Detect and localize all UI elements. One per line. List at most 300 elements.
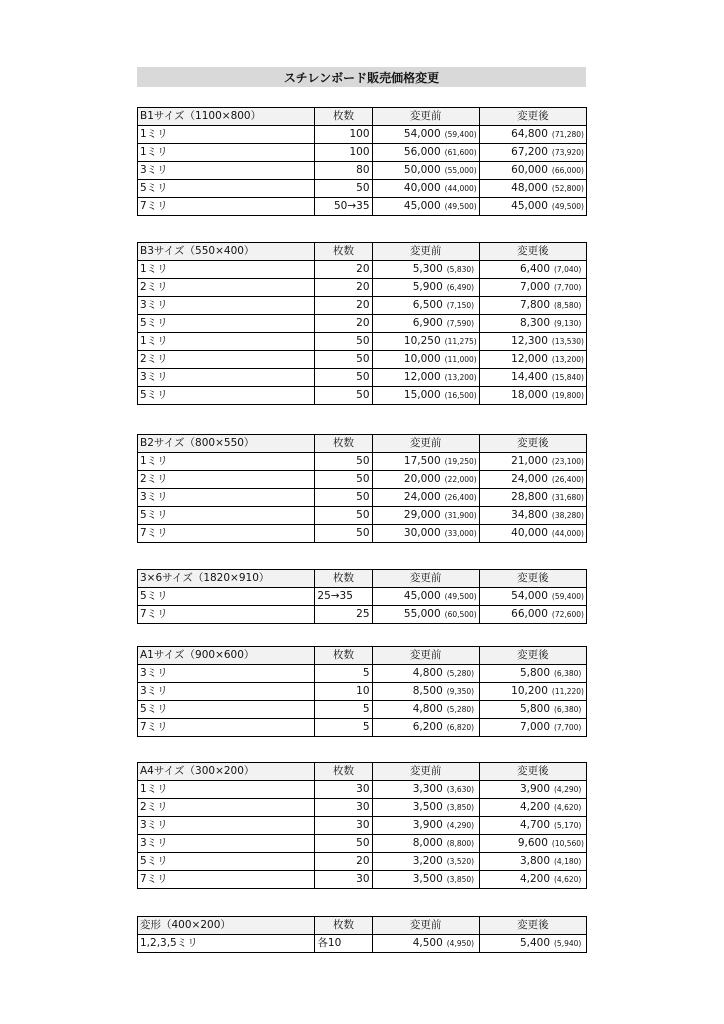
price-before-tax: (6,820) [446,723,475,732]
qty-header: 枚数 [315,763,372,781]
price-before-value: 29,000 [403,509,441,521]
price-before-value: 55,000 [403,608,441,620]
price-after-value: 45,000 [511,200,548,212]
qty-header: 枚数 [315,435,372,453]
price-before-tax: (26,400) [444,493,477,502]
price-after [479,144,586,162]
table-row [138,781,587,799]
quantity: 5 [315,665,372,683]
size-label: A4サイズ（300×200） [138,763,315,781]
price-after [479,198,586,216]
table-row [138,507,587,525]
qty-header: 枚数 [315,570,372,588]
thickness: 2ミリ [138,279,315,297]
after-header: 変更後 [479,647,586,665]
quantity: 10 [315,683,372,701]
thickness: 5ミリ [138,507,315,525]
price-after [479,315,586,333]
price-after [479,719,586,737]
price-after-value: 12,000 [511,353,548,365]
price-before [372,144,479,162]
price-before [372,162,479,180]
thickness: 5ミリ [138,180,315,198]
price-after [479,180,586,198]
price-after [479,507,586,525]
table-row [138,333,587,351]
table-header-row [138,917,587,935]
quantity: 20 [315,279,372,297]
before-header: 変更前 [372,243,479,261]
price-after [479,683,586,701]
price-after-value: 34,800 [511,509,548,521]
price-before [372,351,479,369]
size-label: A1サイズ（900×600） [138,647,315,665]
price-before-tax: (11,275) [444,337,477,346]
price-after-value: 12,300 [511,335,548,347]
price-before-value: 3,500 [412,801,443,813]
price-after [479,525,586,543]
table-row [138,162,587,180]
price-before-tax: (13,200) [444,373,477,382]
table-row [138,453,587,471]
price-before-value: 15,000 [403,389,441,401]
price-before-value: 24,000 [403,491,441,503]
price-after-value: 9,600 [517,837,548,849]
table-header-row [138,763,587,781]
thickness: 3ミリ [138,297,315,315]
price-before [372,781,479,799]
price-after-tax: (6,380) [554,705,582,714]
price-after-value: 28,800 [511,491,548,503]
price-after-tax: (15,840) [551,373,584,382]
price-before-value: 20,000 [403,473,441,485]
price-before-value: 8,500 [412,685,443,697]
table-header-row [138,570,587,588]
table-row [138,279,587,297]
price-before-tax: (49,500) [444,202,477,211]
price-before-value: 8,000 [412,837,443,849]
price-before [372,387,479,405]
price-before [372,333,479,351]
price-before-value: 3,900 [412,819,443,831]
thickness: 7ミリ [138,606,315,624]
quantity: 30 [315,817,372,835]
price-table-b2 [137,434,587,543]
price-after-value: 67,200 [511,146,548,158]
size-label: B1サイズ（1100×800） [138,108,315,126]
price-after-value: 7,800 [519,299,550,311]
after-header: 変更後 [479,763,586,781]
price-after-tax: (49,500) [551,202,584,211]
thickness: 7ミリ [138,525,315,543]
table-row [138,369,587,387]
price-before [372,525,479,543]
price-before [372,315,479,333]
table-row [138,799,587,817]
price-after [479,453,586,471]
price-after [479,781,586,799]
price-after-tax: (4,290) [554,785,582,794]
thickness: 1ミリ [138,781,315,799]
before-header: 変更前 [372,647,479,665]
price-before-value: 56,000 [403,146,441,158]
price-before-value: 6,200 [412,721,443,733]
thickness: 3ミリ [138,162,315,180]
price-before-tax: (6,490) [446,283,475,292]
price-after-value: 5,400 [519,937,550,949]
price-before-value: 17,500 [403,455,441,467]
size-label: 変形（400×200） [138,917,315,935]
price-before-value: 54,000 [403,128,441,140]
before-header: 変更前 [372,108,479,126]
price-before [372,471,479,489]
price-before-tax: (4,290) [446,821,475,830]
price-before-value: 45,000 [403,590,441,602]
price-after-tax: (23,100) [551,457,584,466]
table-row [138,144,587,162]
after-header: 変更後 [479,570,586,588]
price-before-value: 40,000 [403,182,441,194]
price-after [479,871,586,889]
before-header: 変更前 [372,917,479,935]
price-after-tax: (4,180) [554,857,582,866]
price-before-tax: (3,850) [446,875,475,884]
price-before-tax: (3,850) [446,803,475,812]
thickness: 5ミリ [138,387,315,405]
table-row [138,297,587,315]
table-row [138,489,587,507]
table-row [138,261,587,279]
quantity: 30 [315,871,372,889]
quantity: 50 [315,369,372,387]
price-before-value: 10,250 [403,335,441,347]
price-table-a4 [137,762,587,889]
price-before-value: 5,900 [412,281,443,293]
table-row [138,935,587,953]
price-after-tax: (71,280) [551,130,584,139]
quantity: 50→35 [315,198,372,216]
price-after-value: 40,000 [511,527,548,539]
price-before-tax: (22,000) [444,475,477,484]
size-label: B2サイズ（800×550） [138,435,315,453]
price-after [479,162,586,180]
qty-header: 枚数 [315,108,372,126]
price-before-tax: (3,630) [446,785,475,794]
price-after-value: 66,000 [511,608,548,620]
price-after-tax: (11,220) [551,687,584,696]
table-row [138,701,587,719]
price-before [372,198,479,216]
price-after [479,489,586,507]
table-row [138,817,587,835]
price-before-value: 50,000 [403,164,441,176]
price-after-value: 3,900 [519,783,550,795]
thickness: 5ミリ [138,701,315,719]
after-header: 変更後 [479,917,586,935]
price-after [479,126,586,144]
price-before-tax: (59,400) [444,130,477,139]
price-after [479,853,586,871]
price-after [479,333,586,351]
thickness: 1ミリ [138,453,315,471]
price-table-b3 [137,242,587,405]
thickness: 1ミリ [138,261,315,279]
quantity: 25→35 [315,588,372,606]
price-before-tax: (3,520) [446,857,475,866]
price-before [372,719,479,737]
table-row [138,853,587,871]
thickness: 5ミリ [138,853,315,871]
quantity: 50 [315,180,372,198]
table-header-row [138,243,587,261]
table-header-row [138,435,587,453]
price-after [479,297,586,315]
quantity: 20 [315,853,372,871]
price-before-tax: (5,830) [446,265,475,274]
table-row [138,387,587,405]
thickness: 3ミリ [138,489,315,507]
price-after-value: 7,000 [519,721,550,733]
price-before-value: 4,800 [412,703,443,715]
price-before-value: 3,200 [412,855,443,867]
price-before-value: 6,900 [412,317,443,329]
price-after [479,369,586,387]
price-after-value: 14,400 [511,371,548,383]
price-before-value: 10,000 [403,353,441,365]
price-after-tax: (26,400) [551,475,584,484]
table-row [138,180,587,198]
price-table-b1 [137,107,587,216]
thickness: 1ミリ [138,126,315,144]
before-header: 変更前 [372,435,479,453]
price-before-tax: (9,350) [446,687,475,696]
quantity: 5 [315,719,372,737]
price-before [372,489,479,507]
price-after-value: 24,000 [511,473,548,485]
price-after-tax: (9,130) [554,319,582,328]
thickness: 3ミリ [138,817,315,835]
price-after-tax: (31,680) [551,493,584,502]
quantity: 30 [315,799,372,817]
table-row [138,198,587,216]
price-after [479,279,586,297]
price-before-tax: (60,500) [444,610,477,619]
thickness: 3ミリ [138,369,315,387]
price-after-tax: (19,800) [551,391,584,400]
price-after-value: 5,800 [519,667,550,679]
price-after-tax: (6,380) [554,669,582,678]
price-before-tax: (5,280) [446,705,475,714]
price-before-tax: (61,600) [444,148,477,157]
qty-header: 枚数 [315,917,372,935]
price-before [372,817,479,835]
price-after-tax: (59,400) [551,592,584,601]
price-after-value: 4,200 [519,801,550,813]
quantity: 50 [315,489,372,507]
quantity: 50 [315,507,372,525]
quantity: 50 [315,835,372,853]
table-row [138,525,587,543]
price-before [372,126,479,144]
price-before-tax: (31,900) [444,511,477,520]
quantity: 25 [315,606,372,624]
quantity: 20 [315,261,372,279]
quantity: 50 [315,525,372,543]
price-before [372,507,479,525]
table-row [138,719,587,737]
table-row [138,683,587,701]
price-before-value: 6,500 [412,299,443,311]
quantity: 20 [315,315,372,333]
quantity: 100 [315,144,372,162]
price-before-tax: (7,590) [446,319,475,328]
thickness: 3ミリ [138,683,315,701]
price-after-value: 48,000 [511,182,548,194]
price-before-tax: (11,000) [444,355,477,364]
price-after [479,935,586,953]
price-after [479,835,586,853]
quantity: 50 [315,453,372,471]
price-table-a1 [137,646,587,737]
thickness: 2ミリ [138,351,315,369]
qty-header: 枚数 [315,647,372,665]
price-after-value: 3,800 [519,855,550,867]
price-after-tax: (7,700) [554,723,582,732]
price-before-tax: (7,150) [446,301,475,310]
price-before [372,665,479,683]
price-after-tax: (4,620) [554,875,582,884]
thickness: 2ミリ [138,471,315,489]
price-after [479,387,586,405]
price-before-tax: (16,500) [444,391,477,400]
price-before [372,799,479,817]
price-before-tax: (4,950) [446,939,475,948]
quantity: 各10 [315,935,372,953]
price-after-tax: (13,200) [551,355,584,364]
size-label: 3×6サイズ（1820×910） [138,570,315,588]
price-before-tax: (33,000) [444,529,477,538]
price-after-tax: (13,530) [551,337,584,346]
thickness: 7ミリ [138,198,315,216]
price-before-value: 4,800 [412,667,443,679]
table-row [138,588,587,606]
price-before-tax: (44,000) [444,184,477,193]
price-after-tax: (66,000) [551,166,584,175]
price-before [372,935,479,953]
price-after-tax: (7,700) [554,283,582,292]
price-before-tax: (55,000) [444,166,477,175]
table-header-row [138,647,587,665]
price-before [372,683,479,701]
price-before-tax: (19,250) [444,457,477,466]
qty-header: 枚数 [315,243,372,261]
page-title: スチレンボード販売価格変更 [137,67,586,87]
table-row [138,351,587,369]
price-after-value: 54,000 [511,590,548,602]
price-after-tax: (72,600) [551,610,584,619]
price-before [372,279,479,297]
thickness: 1,2,3,5ミリ [138,935,315,953]
price-after-value: 60,000 [511,164,548,176]
size-label: B3サイズ（550×400） [138,243,315,261]
price-before-tax: (8,800) [446,839,475,848]
quantity: 50 [315,333,372,351]
price-after [479,701,586,719]
price-after-tax: (5,940) [554,939,582,948]
thickness: 3ミリ [138,835,315,853]
price-before-tax: (5,280) [446,669,475,678]
thickness: 7ミリ [138,871,315,889]
quantity: 20 [315,297,372,315]
price-before [372,853,479,871]
thickness: 1ミリ [138,333,315,351]
price-before-value: 3,300 [412,783,443,795]
price-before [372,369,479,387]
price-before [372,606,479,624]
price-before-value: 3,500 [412,873,443,885]
table-row [138,835,587,853]
price-after [479,351,586,369]
price-before [372,453,479,471]
price-after-tax: (5,170) [554,821,582,830]
price-after-value: 8,300 [519,317,550,329]
table-row [138,665,587,683]
price-after-value: 5,800 [519,703,550,715]
price-after-tax: (8,580) [554,301,582,310]
price-after-tax: (10,560) [551,839,584,848]
price-after-value: 4,700 [519,819,550,831]
thickness: 7ミリ [138,719,315,737]
quantity: 30 [315,781,372,799]
table-row [138,315,587,333]
after-header: 変更後 [479,108,586,126]
price-before-value: 30,000 [403,527,441,539]
price-before [372,180,479,198]
after-header: 変更後 [479,435,586,453]
thickness: 3ミリ [138,665,315,683]
price-after-value: 4,200 [519,873,550,885]
thickness: 5ミリ [138,588,315,606]
price-after-value: 6,400 [519,263,550,275]
price-after-tax: (4,620) [554,803,582,812]
thickness: 5ミリ [138,315,315,333]
quantity: 100 [315,126,372,144]
before-header: 変更前 [372,570,479,588]
table-row [138,871,587,889]
price-before-tax: (49,500) [444,592,477,601]
price-before [372,871,479,889]
price-after-tax: (38,280) [551,511,584,520]
price-after [479,471,586,489]
price-after [479,606,586,624]
quantity: 50 [315,387,372,405]
price-before [372,297,479,315]
price-after-value: 10,200 [511,685,548,697]
price-after-value: 21,000 [511,455,548,467]
price-table-irregular [137,916,587,953]
price-after-tax: (7,040) [554,265,582,274]
thickness: 2ミリ [138,799,315,817]
thickness: 1ミリ [138,144,315,162]
price-before-value: 45,000 [403,200,441,212]
price-after-tax: (73,920) [551,148,584,157]
quantity: 50 [315,351,372,369]
price-before [372,588,479,606]
price-after [479,588,586,606]
before-header: 変更前 [372,763,479,781]
price-after-value: 64,800 [511,128,548,140]
price-after-tax: (52,800) [551,184,584,193]
